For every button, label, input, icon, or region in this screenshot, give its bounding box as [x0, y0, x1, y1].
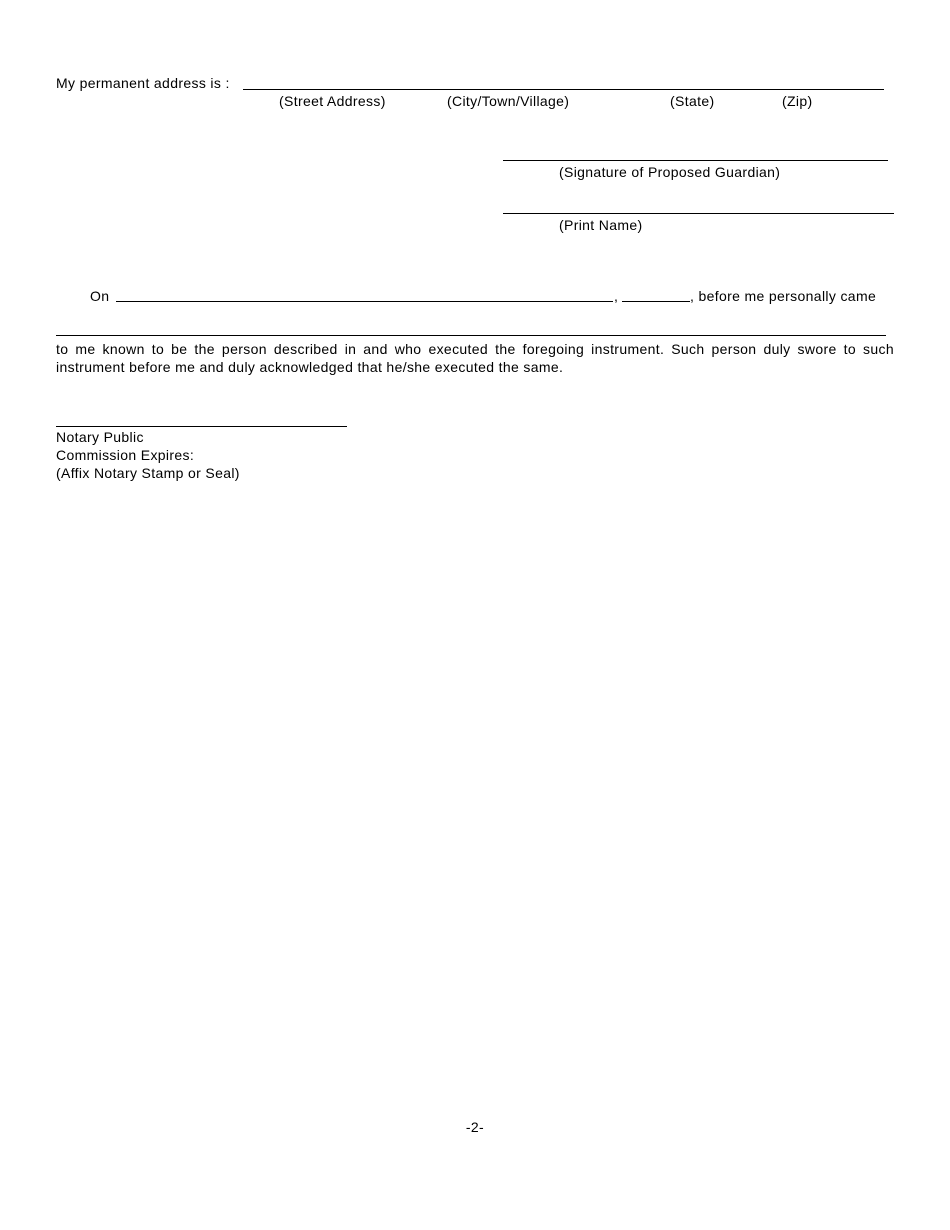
acknowledgment-paragraph: to me known to be the person described in and who executed the foregoing instrument. Such person duly swore to such instrument before me and duly acknowledged that he/she executed the same.: [56, 341, 894, 375]
notary-seal-note: (Affix Notary Stamp or Seal): [56, 465, 240, 481]
on-label: On: [90, 288, 110, 304]
date-field[interactable]: [116, 301, 613, 302]
zip-caption: (Zip): [782, 93, 813, 109]
date-comma: ,: [614, 288, 619, 304]
commission-expires-label: Commission Expires:: [56, 447, 195, 463]
print-name-field[interactable]: [503, 213, 894, 214]
person-name-field[interactable]: [56, 335, 886, 336]
year-field[interactable]: [622, 301, 690, 302]
page-number: -2-: [465, 1119, 485, 1135]
city-caption: (City/Town/Village): [447, 93, 570, 109]
before-me-text: , before me personally came: [690, 288, 877, 304]
street-address-caption: (Street Address): [279, 93, 386, 109]
guardian-signature-caption: (Signature of Proposed Guardian): [559, 164, 781, 180]
state-caption: (State): [670, 93, 715, 109]
print-name-caption: (Print Name): [559, 217, 643, 233]
permanent-address-field[interactable]: [243, 89, 884, 90]
notary-signature-field[interactable]: [56, 426, 347, 427]
guardian-signature-field[interactable]: [503, 160, 888, 161]
notary-public-label: Notary Public: [56, 429, 144, 445]
permanent-address-label: My permanent address is :: [56, 75, 230, 91]
